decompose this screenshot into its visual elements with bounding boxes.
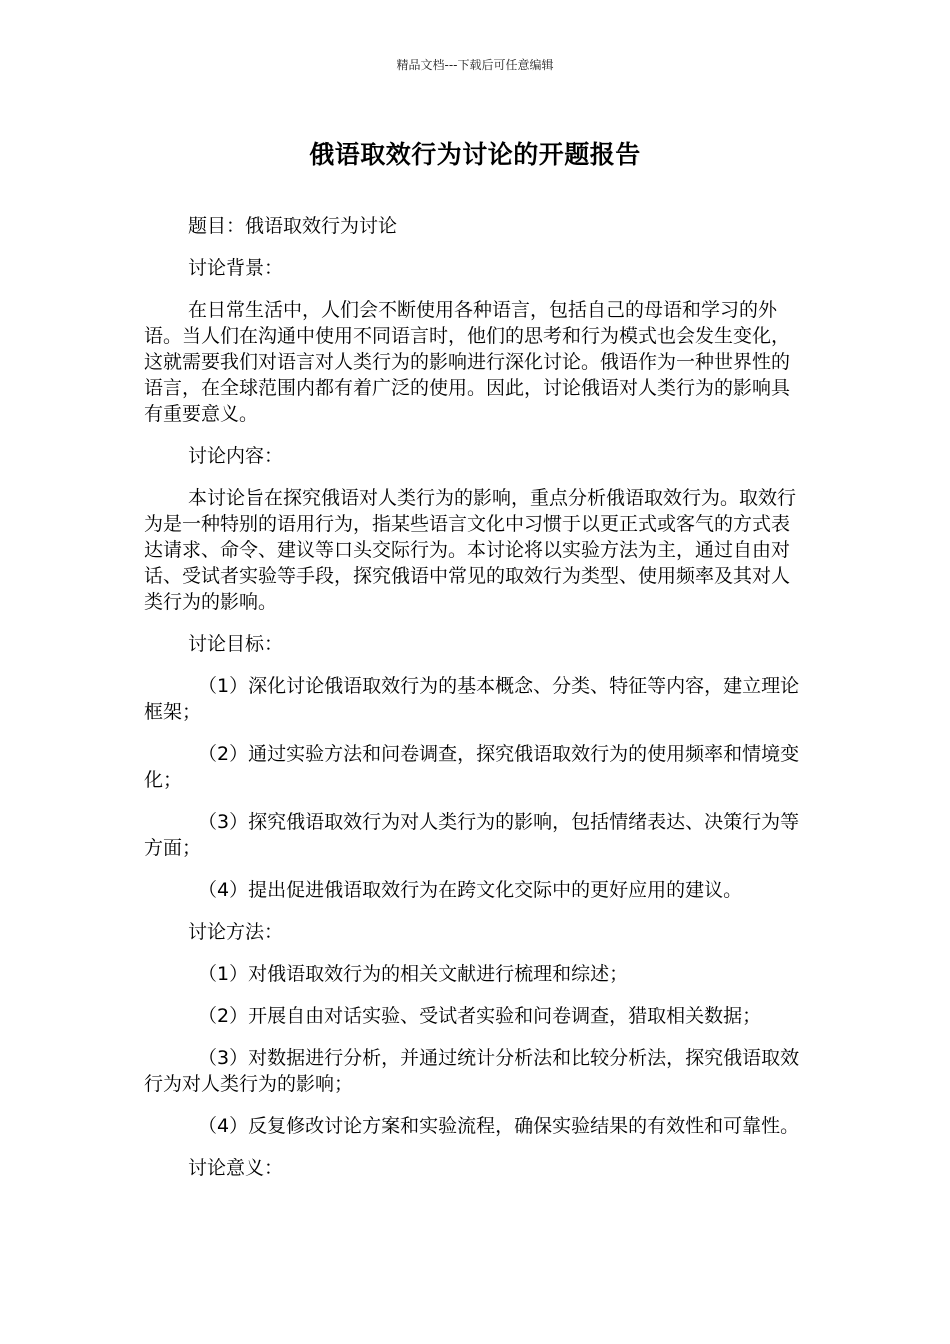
document-title: 俄语取效行为讨论的开题报告 [309, 140, 641, 169]
heading-content: 讨论内容： [188, 445, 284, 467]
heading-background: 讨论背景： [188, 257, 284, 279]
page-header-watermark: 精品文档---下载后可任意编辑 [396, 58, 554, 72]
paragraph-topic: 题目：俄语取效行为讨论 [188, 215, 398, 237]
heading-methods: 讨论方法： [188, 921, 284, 943]
method-item: （4）反复修改讨论方案和实验流程，确保实验结果的有效性和可靠性。 [198, 1115, 800, 1137]
goal-item: （1）深化讨论俄语取效行为的基本概念、分类、特征等内容，建立理论框架； [144, 675, 800, 723]
heading-goals: 讨论目标： [188, 633, 284, 655]
paragraph-background: 在日常生活中，人们会不断使用各种语言，包括自己的母语和学习的外语。当人们在沟通中使用不同语言时，他们的思考和行为模式也会发生变化，这就需要我们对语言对人类行为的影响进行深化讨论。俄语作为一种世界性的语言，在全球范围内都有着广泛的使用。因此，讨论俄语对人类行为的影响具有重要意义。 [144, 299, 791, 425]
method-item: （2）开展自由对话实验、受试者实验和问卷调查，猎取相关数据； [198, 1005, 762, 1027]
goal-item: （4）提出促进俄语取效行为在跨文化交际中的更好应用的建议。 [198, 879, 743, 901]
document-body [144, 213, 806, 1197]
paragraph-content: 本讨论旨在探究俄语对人类行为的影响，重点分析俄语取效行为。取效行为是一种特别的语用行为，指某些语言文化中习惯于以更正式或客气的方式表达请求、命令、建议等口头交际行为。本讨论将以实验方法为主，通过自由对话、受试者实验等手段，探究俄语中常见的取效行为类型、使用频率及其对人类行为的影响。 [144, 487, 797, 613]
goal-item: （3）探究俄语取效行为对人类行为的影响，包括情绪表达、决策行为等方面； [144, 811, 800, 859]
goal-item: （2）通过实验方法和问卷调查，探究俄语取效行为的使用频率和情境变化； [144, 743, 800, 791]
method-item: （3）对数据进行分析，并通过统计分析法和比较分析法，探究俄语取效行为对人类行为的影响； [144, 1047, 800, 1095]
method-item: （1）对俄语取效行为的相关文献进行梳理和综述； [198, 963, 629, 985]
heading-significance: 讨论意义： [188, 1157, 284, 1179]
